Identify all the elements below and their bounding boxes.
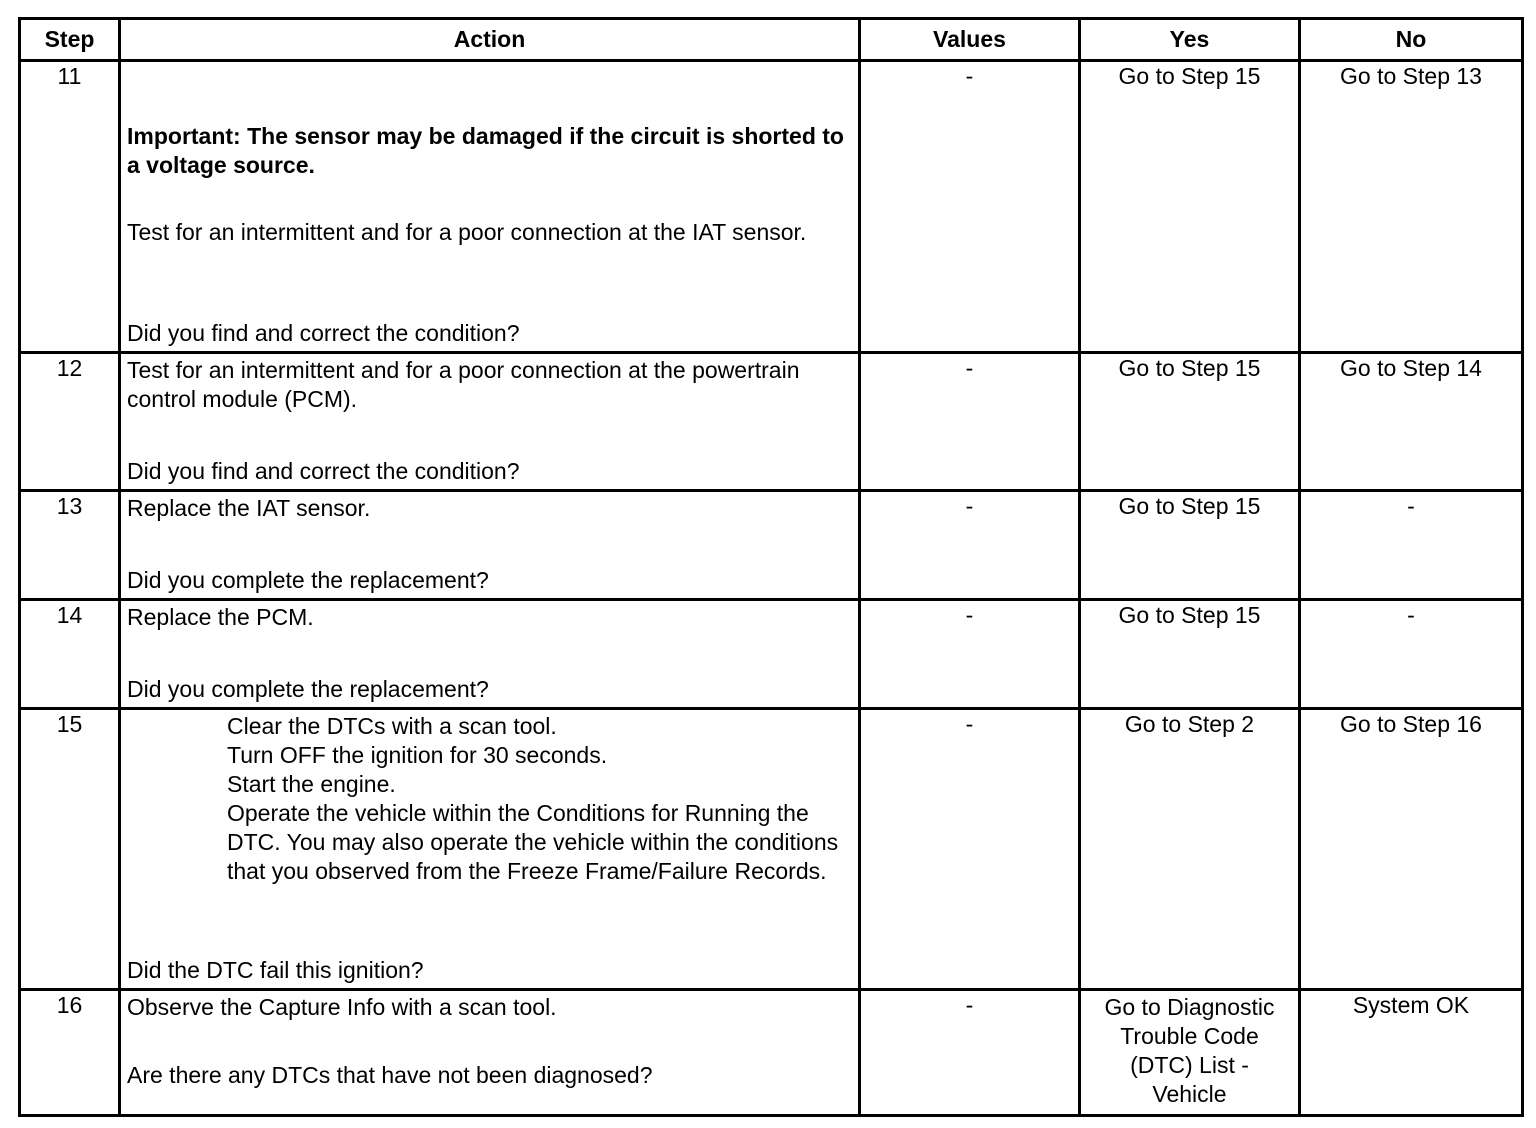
yes-link: Go to Step 15 bbox=[1118, 355, 1261, 381]
step-number: 15 bbox=[20, 709, 120, 990]
action-question: Did you complete the replacement? bbox=[127, 676, 489, 702]
substep-item: Start the engine. bbox=[227, 771, 396, 797]
action-cell bbox=[120, 61, 860, 353]
substep-item: Turn OFF the ignition for 30 seconds. bbox=[227, 742, 608, 768]
no-cell bbox=[1300, 600, 1523, 709]
header-values: Values bbox=[860, 19, 1080, 61]
action-cell bbox=[120, 990, 860, 1116]
values-cell: - bbox=[860, 709, 1080, 990]
table-row bbox=[20, 990, 1523, 1116]
header-row bbox=[20, 19, 1523, 61]
no-link: - bbox=[1407, 493, 1415, 519]
table-row bbox=[20, 353, 1523, 491]
action-text: Observe the Capture Info with a scan tool. bbox=[127, 994, 557, 1020]
no-cell bbox=[1300, 61, 1523, 353]
action-cell bbox=[120, 600, 860, 709]
no-link: Go to Step 14 bbox=[1340, 355, 1482, 381]
step-number: 12 bbox=[20, 353, 120, 491]
header-step: Step bbox=[20, 19, 120, 61]
action-text: Replace the PCM. bbox=[127, 604, 314, 630]
yes-link: Go to Diagnostic Trouble Code (DTC) List - Vehicle bbox=[1104, 994, 1275, 1107]
no-cell bbox=[1300, 990, 1523, 1116]
action-question: Are there any DTCs that have not been diagnosed? bbox=[127, 1062, 653, 1088]
table-row bbox=[20, 61, 1523, 353]
yes-cell bbox=[1080, 353, 1300, 491]
yes-link: Go to Step 15 bbox=[1118, 63, 1261, 89]
no-link: Go to Step 16 bbox=[1340, 711, 1482, 737]
step-number: 11 bbox=[20, 61, 120, 353]
action-question: Did the DTC fail this ignition? bbox=[127, 957, 424, 983]
action-question: Did you complete the replacement? bbox=[127, 567, 489, 593]
action-cell bbox=[120, 709, 860, 990]
yes-cell bbox=[1080, 990, 1300, 1116]
action-text: Replace the IAT sensor. bbox=[127, 495, 371, 521]
action-text: Test for an intermittent and for a poor connection at the IAT sensor. bbox=[127, 219, 807, 245]
yes-cell bbox=[1080, 600, 1300, 709]
table-row bbox=[20, 491, 1523, 600]
action-text: Test for an intermittent and for a poor connection at the powertrain control module (PCM). bbox=[127, 357, 800, 412]
yes-cell bbox=[1080, 61, 1300, 353]
step-number: 16 bbox=[20, 990, 120, 1116]
step-number: 13 bbox=[20, 491, 120, 600]
header-action: Action bbox=[120, 19, 860, 61]
yes-cell bbox=[1080, 709, 1300, 990]
step-number: 14 bbox=[20, 600, 120, 709]
no-link: Go to Step 13 bbox=[1340, 63, 1482, 89]
values-cell: - bbox=[860, 61, 1080, 353]
values-cell: - bbox=[860, 353, 1080, 491]
action-cell bbox=[120, 491, 860, 600]
yes-link: Go to Step 2 bbox=[1124, 711, 1255, 737]
no-cell bbox=[1300, 709, 1523, 990]
yes-cell bbox=[1080, 491, 1300, 600]
action-cell bbox=[120, 353, 860, 491]
yes-link: Go to Step 15 bbox=[1118, 493, 1261, 519]
header-yes: Yes bbox=[1080, 19, 1300, 61]
action-question: Did you find and correct the condition? bbox=[127, 458, 520, 484]
substep-list bbox=[127, 712, 852, 886]
values-cell: - bbox=[860, 491, 1080, 600]
action-question: Did you find and correct the condition? bbox=[127, 320, 520, 346]
no-cell bbox=[1300, 491, 1523, 600]
values-cell: - bbox=[860, 990, 1080, 1116]
no-link: - bbox=[1407, 602, 1415, 628]
important-note: Important: The sensor may be damaged if the circuit is shorted to a voltage source. bbox=[127, 123, 844, 178]
substep-item: Operate the vehicle within the Conditions for Running the DTC. You may also operate the vehicle within the conditions that you observed from the Freeze Frame/Failure Records. bbox=[227, 800, 839, 884]
table-row bbox=[20, 709, 1523, 990]
header-no: No bbox=[1300, 19, 1523, 61]
yes-link: Go to Step 15 bbox=[1118, 602, 1261, 628]
values-cell: - bbox=[860, 600, 1080, 709]
table-row bbox=[20, 600, 1523, 709]
no-cell bbox=[1300, 353, 1523, 491]
substep-item: Clear the DTCs with a scan tool. bbox=[227, 713, 557, 739]
diagnostic-table bbox=[18, 17, 1524, 1117]
no-link: System OK bbox=[1352, 992, 1470, 1018]
